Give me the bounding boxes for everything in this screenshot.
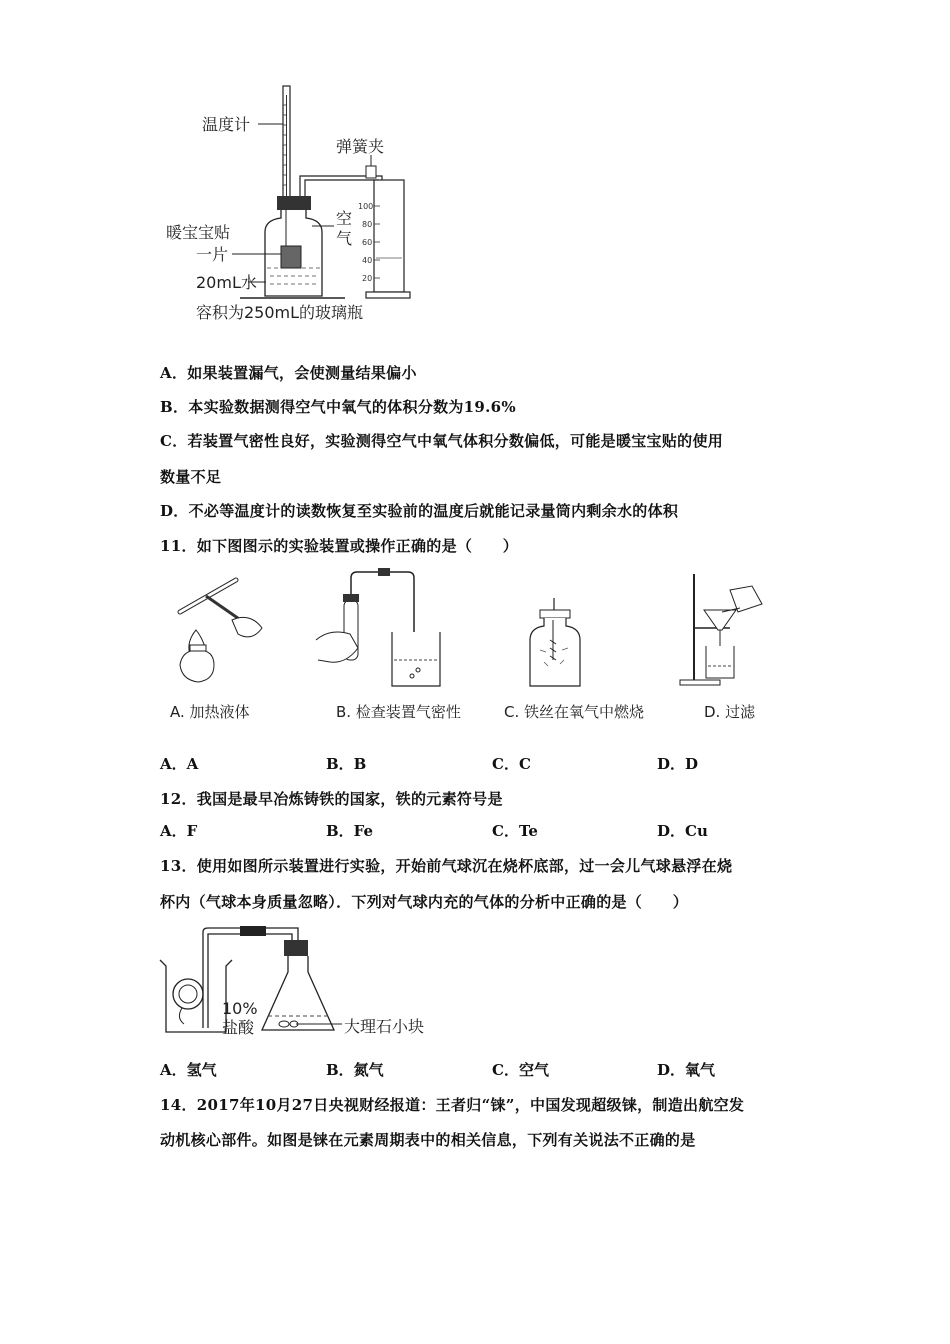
- q12-stem: 12．我国是最早冶炼铸铁的国家，铁的元素符号是: [160, 790, 503, 808]
- q11-caption-b: B. 检查装置气密性: [336, 703, 461, 721]
- q13-stem-line1: 13．使用如图所示装置进行实验，开始前气球沉在烧杯底部，过一会儿气球悬浮在烧: [160, 857, 733, 875]
- q11-option-b[interactable]: B．B: [326, 755, 367, 773]
- tick-40: 40: [362, 256, 373, 265]
- bottle-caption: 容积为250mL的玻璃瓶: [196, 303, 364, 322]
- q12-option-a[interactable]: A．F: [160, 822, 198, 840]
- water-label: 20mL水: [196, 273, 257, 292]
- q11-option-a[interactable]: A．A: [160, 755, 199, 773]
- q12-option-b[interactable]: B．Fe: [326, 822, 374, 840]
- q11-option-c[interactable]: C．C: [492, 755, 531, 773]
- warmer-label-2: 一片: [196, 245, 229, 264]
- acid-label: 盐酸: [222, 1018, 255, 1037]
- q11-caption-a: A. 加热液体: [170, 703, 250, 721]
- q10-option-c-cont: 数量不足: [160, 468, 222, 486]
- q11-stem: 11．如下图图示的实验装置或操作正确的是（ ）: [160, 537, 519, 555]
- q13-option-d[interactable]: D．氧气: [657, 1061, 716, 1079]
- q13-option-a[interactable]: A．氢气: [160, 1061, 217, 1079]
- q10-option-c: C．若装置气密性良好，实验测得空气中氧气体积分数偏低，可能是暖宝宝贴的使用: [160, 432, 724, 450]
- svg-text:气: 气: [336, 229, 353, 248]
- marble-label: 大理石小块: [344, 1017, 425, 1036]
- q10-option-a: A．如果装置漏气，会使测量结果偏小: [160, 364, 417, 382]
- q13-option-c[interactable]: C．空气: [492, 1061, 549, 1079]
- q14-stem-line2: 动机核心部件。如图是铼在元素周期表中的相关信息，下列有关说法不正确的是: [160, 1131, 696, 1149]
- q14-stem-line1: 14．2017年10月27日央视财经报道：王者归“铼”，中国发现超级铼，制造出航空发: [160, 1096, 745, 1114]
- q12-option-d[interactable]: D．Cu: [657, 822, 708, 840]
- tick-100: 100: [358, 202, 374, 211]
- q13-stem-line2: 杯内（气球本身质量忽略）．下列对气球内充的气体的分析中正确的是（ ）: [160, 893, 689, 911]
- conical-flask-icon: [262, 940, 334, 1030]
- warmer-label-1: 暖宝宝贴: [166, 223, 231, 242]
- tick-20: 20: [362, 274, 373, 283]
- q12-option-c[interactable]: C．Te: [492, 822, 538, 840]
- thermometer-label: 温度计: [202, 115, 251, 134]
- svg-text:空: 空: [336, 209, 353, 228]
- clamp-label: 弹簧夹: [336, 137, 385, 156]
- q11-option-d[interactable]: D．D: [657, 755, 699, 773]
- q10-option-d: D．不必等温度计的读数恢复至实验前的温度后就能记录量筒内剩余水的体积: [160, 502, 679, 520]
- rubber-tube-icon: [240, 926, 266, 936]
- q11-caption-d: D. 过滤: [704, 703, 756, 721]
- q11-caption-c: C. 铁丝在氧气中燃烧: [504, 703, 645, 721]
- q10-option-b: B．本实验数据测得空气中氧气的体积分数为19.6%: [160, 398, 516, 416]
- tick-60: 60: [362, 238, 373, 247]
- q13-option-b[interactable]: B．氮气: [326, 1061, 384, 1079]
- tick-80: 80: [362, 220, 373, 229]
- acid-pct-label: 10%: [222, 999, 258, 1018]
